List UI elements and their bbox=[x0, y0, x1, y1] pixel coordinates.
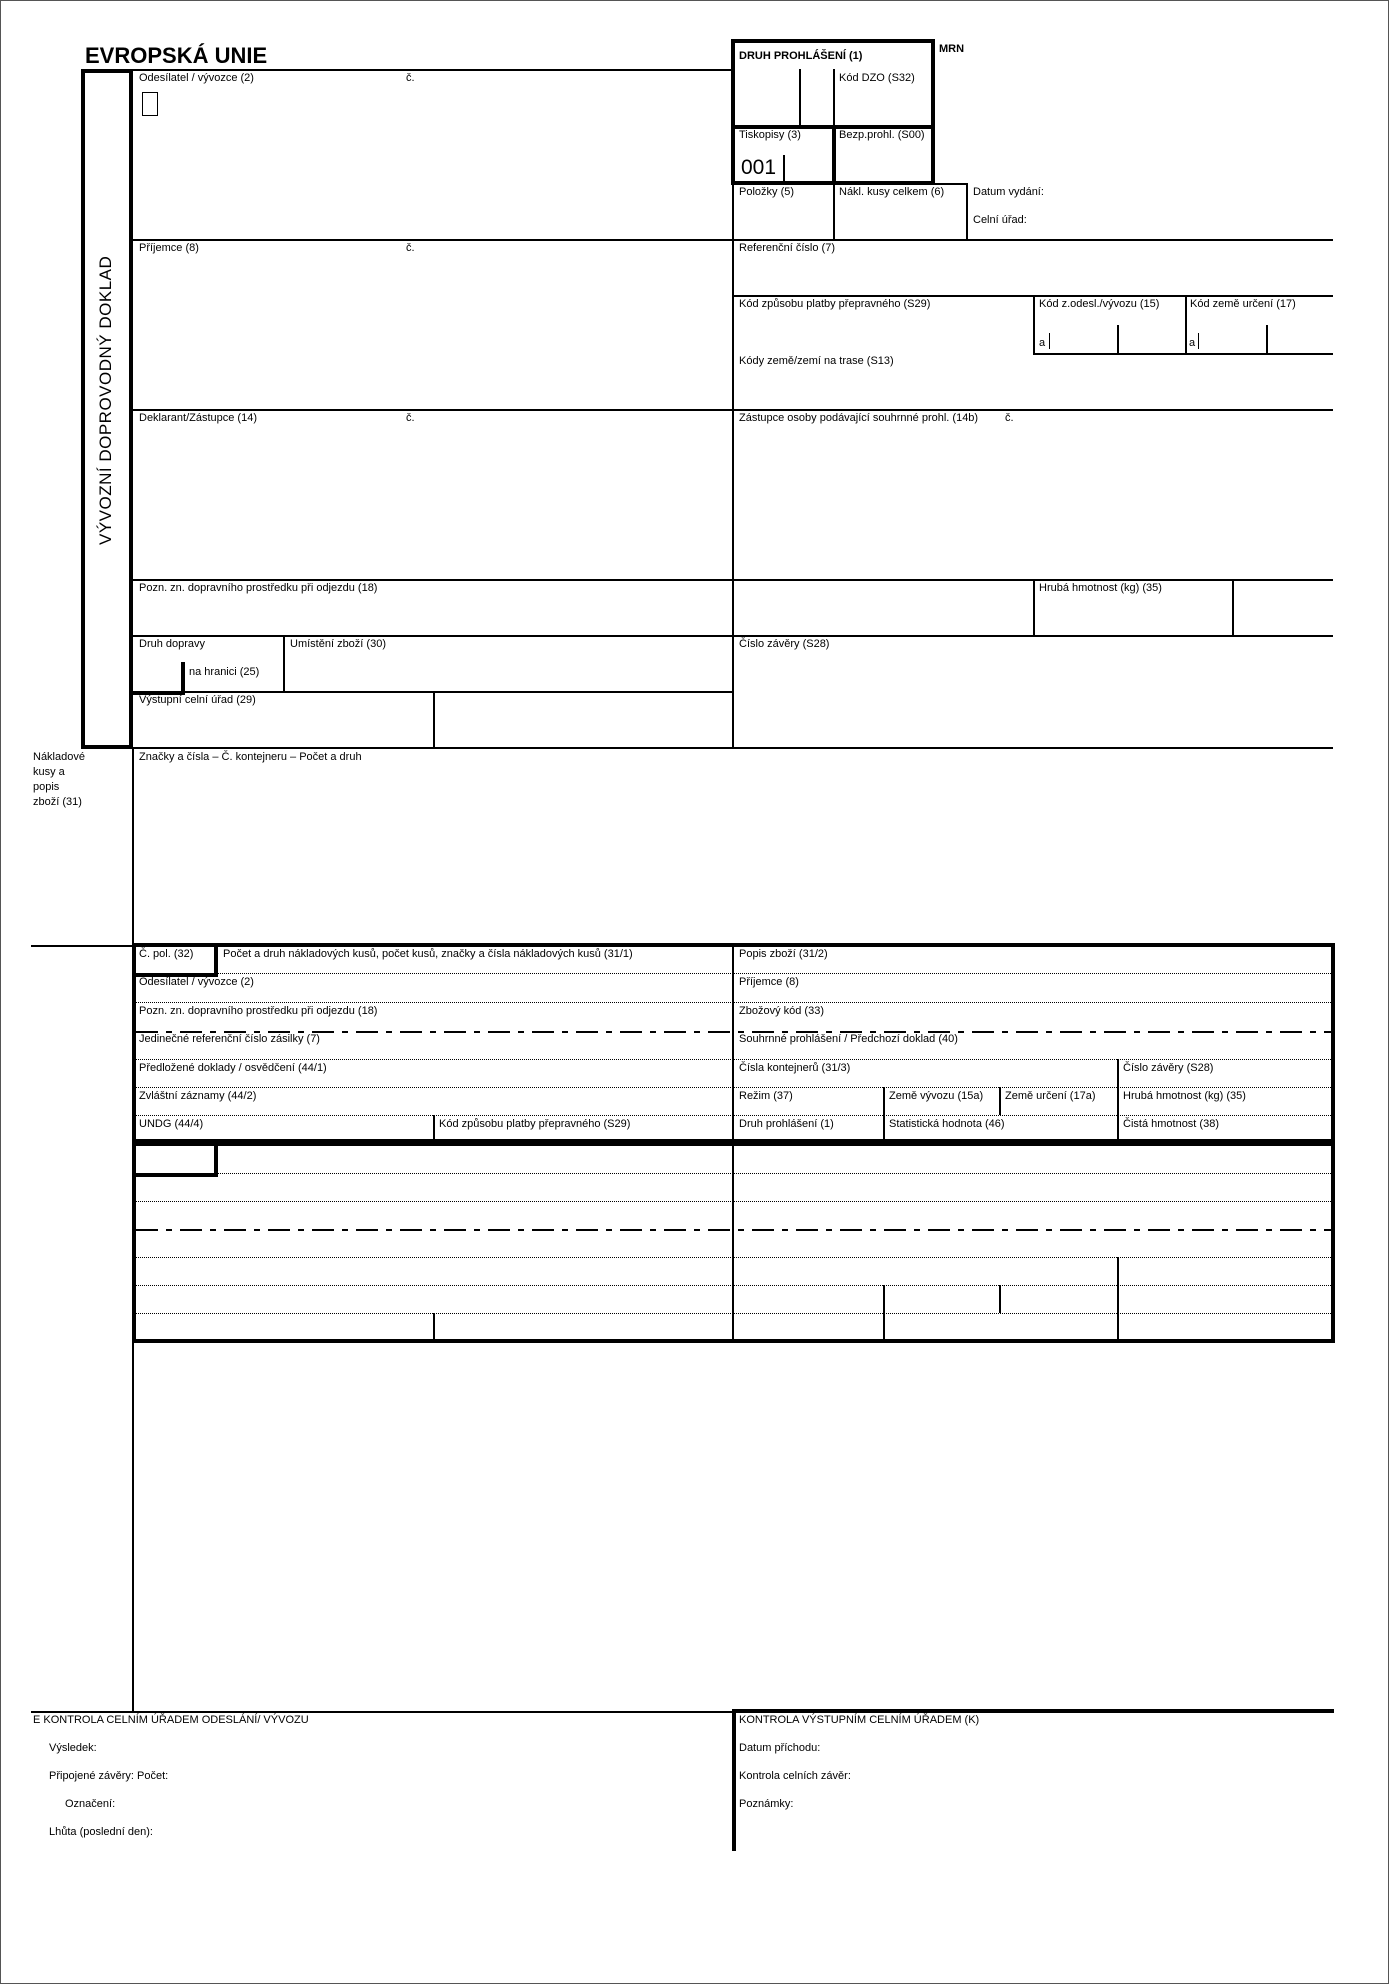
item-recipient-label: Příjemce (8) bbox=[739, 976, 799, 988]
item-declaration-type-label: Druh prohlášení (1) bbox=[739, 1118, 834, 1130]
issue-date-label: Datum vydání: bbox=[973, 186, 1044, 198]
forms-label: Tiskopisy (3) bbox=[739, 129, 801, 141]
sender-checkbox[interactable] bbox=[142, 92, 158, 116]
document-title: EVROPSKÁ UNIE bbox=[85, 43, 268, 68]
containers-label: Čísla kontejnerů (31/3) bbox=[739, 1062, 851, 1074]
item-no-label: Č. pol. (32) bbox=[139, 948, 194, 960]
control-k-title: KONTROLA VÝSTUPNÍM CELNÍM ÚŘADEM (K) bbox=[739, 1714, 980, 1726]
special-label: Zvláštní záznamy (44/2) bbox=[139, 1090, 257, 1102]
destination-country-label: Země určení (17a) bbox=[1005, 1090, 1096, 1102]
item-sender-label: Odesílatel / vývozce (2) bbox=[139, 976, 254, 988]
sender-label: Odesílatel / vývozce (2) bbox=[139, 72, 254, 84]
undg-label: UNDG (44/4) bbox=[139, 1118, 204, 1130]
at-border-label: na hranici (25) bbox=[189, 666, 260, 678]
declarant-no-label: č. bbox=[406, 412, 415, 424]
security-label: Bezp.prohl. (S00) bbox=[839, 129, 925, 141]
destination-country-code-label: Kód země určení (17) bbox=[1190, 298, 1296, 310]
goods-side-label-2: kusy a bbox=[33, 766, 65, 778]
item-seal-no-label: Číslo závěry (S28) bbox=[1123, 1062, 1214, 1074]
packages-total-label: Nákl. kusy celkem (6) bbox=[839, 186, 945, 198]
control-e-marking-label: Označení: bbox=[65, 1798, 116, 1810]
sender-no-label: č. bbox=[406, 72, 415, 84]
control-k-seal-check-label: Kontrola celních závěr: bbox=[739, 1770, 851, 1782]
commodity-code-label: Zbožový kód (33) bbox=[739, 1005, 824, 1017]
item-payment-code-label: Kód způsobu platby přepravného (S29) bbox=[439, 1118, 631, 1130]
exit-office-label: Výstupní celní úřad (29) bbox=[139, 694, 256, 706]
goods-location-label: Umístění zboží (30) bbox=[290, 638, 386, 650]
transport-mode-label: Druh dopravy bbox=[139, 638, 206, 650]
packages-label: Počet a druh nákladových kusů, počet kusů, značky a čísla nákladových kusů (31/1) bbox=[223, 948, 633, 960]
stat-value-label: Statistická hodnota (46) bbox=[889, 1118, 1005, 1130]
goods-side-label-4: zboží (31) bbox=[33, 796, 82, 808]
declaration-type-label: DRUH PROHLÁŠENÍ (1) bbox=[739, 50, 863, 62]
control-e-title: E KONTROLA CELNÍM ÚŘADEM ODESLÁNÍ/ VÝVOZU bbox=[33, 1714, 309, 1726]
payment-code-label: Kód způsobu platby přepravného (S29) bbox=[739, 298, 931, 310]
items-label: Položky (5) bbox=[739, 186, 795, 198]
reference-no-label: Referenční číslo (7) bbox=[739, 242, 835, 254]
vertical-title: VÝVOZNÍ DOPROVODNÝ DOKLAD bbox=[96, 255, 115, 545]
declarant-label: Deklarant/Zástupce (14) bbox=[139, 412, 257, 424]
control-k-arrival-label: Datum příchodu: bbox=[739, 1742, 821, 1754]
summary-representative-no-label: č. bbox=[1005, 412, 1014, 424]
control-k-notes-label: Poznámky: bbox=[739, 1798, 794, 1810]
ucr-label: Jedinečné referenční číslo zásilky (7) bbox=[139, 1033, 320, 1045]
documents-label: Předložené doklady / osvědčení (44/1) bbox=[139, 1062, 327, 1074]
destination-country-a: a bbox=[1189, 337, 1196, 349]
forms-value: 001 bbox=[741, 156, 777, 179]
mrn-label: MRN bbox=[939, 43, 965, 55]
marks-label: Značky a čísla – Č. kontejneru – Počet a druh bbox=[139, 751, 362, 763]
goods-side-label-1: Nákladové bbox=[33, 751, 85, 763]
goods-side-label-3: popis bbox=[33, 781, 60, 793]
export-country-label: Země vývozu (15a) bbox=[889, 1090, 984, 1102]
control-e-result-label: Výsledek: bbox=[49, 1742, 97, 1754]
gross-mass-label: Hrubá hmotnost (kg) (35) bbox=[1039, 582, 1162, 594]
previous-doc-label: Souhrnné prohlášení / Předchozí doklad (40) bbox=[739, 1033, 958, 1045]
net-mass-label: Čistá hmotnost (38) bbox=[1123, 1118, 1219, 1130]
item-transport-id-label: Pozn. zn. dopravního prostředku při odjezdu (18) bbox=[139, 1005, 378, 1017]
transport-id-label: Pozn. zn. dopravního prostředku při odjezdu (18) bbox=[139, 582, 378, 594]
export-country-a: a bbox=[1039, 337, 1046, 349]
route-countries-label: Kódy země/zemí na trase (S13) bbox=[739, 355, 894, 367]
customs-office-label: Celní úřad: bbox=[973, 214, 1027, 226]
goods-desc-label: Popis zboží (31/2) bbox=[739, 948, 828, 960]
recipient-no-label: č. bbox=[406, 242, 415, 254]
recipient-label: Příjemce (8) bbox=[139, 242, 199, 254]
item-gross-mass-label: Hrubá hmotnost (kg) (35) bbox=[1123, 1090, 1246, 1102]
export-country-code-label: Kód z.odesl./vývozu (15) bbox=[1039, 298, 1160, 310]
summary-representative-label: Zástupce osoby podávající souhrnné prohl. (14b) bbox=[739, 412, 979, 424]
seal-no-label: Číslo závěry (S28) bbox=[739, 638, 830, 650]
item-data-frame bbox=[132, 1142, 1335, 1343]
control-e-seals-label: Připojené závěry: Počet: bbox=[49, 1770, 169, 1782]
dzo-code-label: Kód DZO (S32) bbox=[839, 72, 915, 84]
control-e-deadline-label: Lhůta (poslední den): bbox=[49, 1826, 153, 1838]
regime-label: Režim (37) bbox=[739, 1090, 793, 1102]
